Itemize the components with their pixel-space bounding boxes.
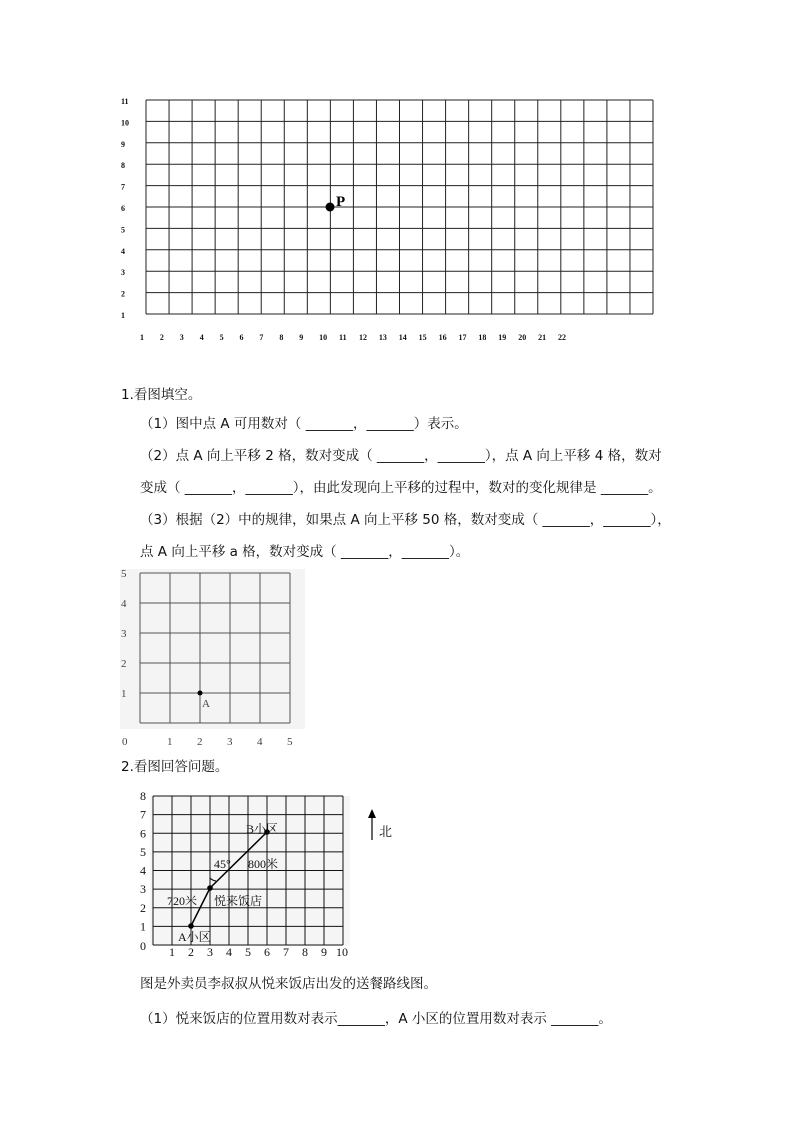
figure1-y-tick-label: 3 bbox=[121, 268, 125, 278]
figure3-route-map bbox=[138, 788, 408, 958]
figure2-grid-chart bbox=[110, 565, 310, 755]
figure2-x-tick-label: 4 bbox=[257, 736, 263, 748]
figure3-x-tick-label: 8 bbox=[302, 945, 308, 958]
figure3-x-tick-label: 10 bbox=[336, 945, 348, 958]
figure1-y-tick-label: 8 bbox=[121, 161, 125, 171]
point-a-label: A bbox=[202, 698, 210, 710]
q1-line5: 点 A 向上平移 a 格，数对变成（ _______，_______）。 bbox=[140, 544, 470, 560]
q1-line2: （2）点 A 向上平移 2 格，数对变成（ _______，_______），点 A 向上平移 4 格，数对 bbox=[140, 448, 662, 464]
figure2-x-tick-label: 3 bbox=[227, 736, 233, 748]
figure1-x-tick-label: 4 bbox=[199, 333, 204, 342]
figure3-y-tick-label: 6 bbox=[140, 826, 146, 841]
figure1-y-tick-label: 9 bbox=[121, 139, 125, 149]
figure1-x-tick-label: 17 bbox=[458, 333, 467, 342]
figure3-y-tick-label: 3 bbox=[140, 882, 146, 897]
label-800m: 800米 bbox=[248, 857, 279, 871]
figure1-x-tick-label: 1 bbox=[140, 333, 144, 342]
q2-heading: 2.看图回答问题。 bbox=[121, 759, 229, 775]
figure1-y-tick-label: 5 bbox=[121, 225, 125, 235]
figure1-x-tick-label: 3 bbox=[179, 333, 184, 342]
figure3-x-tick-label: 1 bbox=[169, 945, 175, 958]
north-label: 北 bbox=[379, 824, 393, 839]
label-720m: 720米 bbox=[167, 894, 198, 908]
figure1-x-tick-label: 2 bbox=[159, 333, 164, 342]
label-b-community: B小区 bbox=[246, 822, 279, 836]
figure3-x-tick-label: 7 bbox=[283, 945, 289, 958]
figure3-x-tick-label: 3 bbox=[207, 945, 213, 958]
point-p-label: P bbox=[336, 194, 346, 210]
figure1-x-tick-label: 11 bbox=[339, 333, 347, 342]
figure3-y-tick-label: 5 bbox=[140, 844, 146, 859]
figure3-y-tick-label: 4 bbox=[140, 863, 146, 878]
figure2-y-tick-label: 1 bbox=[121, 688, 127, 700]
label-angle: 45° bbox=[214, 857, 231, 871]
figure1-x-tick-label: 6 bbox=[239, 333, 244, 342]
figure1-y-axis-ticks bbox=[121, 97, 129, 320]
figure1-x-tick-label: 12 bbox=[358, 333, 367, 342]
figure1-x-tick-label: 21 bbox=[538, 333, 547, 342]
q2-description: 图是外卖员李叔叔从悦来饭店出发的送餐路线图。 bbox=[140, 976, 437, 992]
figure1-x-tick-label: 10 bbox=[319, 333, 328, 342]
figure3-x-tick-label: 2 bbox=[188, 945, 194, 958]
label-restaurant: 悦来饭店 bbox=[214, 894, 263, 908]
figure3-x-tick-label: 9 bbox=[321, 945, 327, 958]
figure1-x-tick-label: 8 bbox=[279, 333, 284, 342]
q1-line1: （1）图中点 A 可用数对（ _______，_______）表示。 bbox=[140, 416, 468, 432]
point-p-marker bbox=[326, 203, 335, 212]
figure2-y-tick-label: 2 bbox=[121, 658, 127, 670]
figure1-y-tick-label: 10 bbox=[121, 118, 129, 128]
figure1-x-tick-label: 22 bbox=[558, 333, 566, 342]
figure1-grid-chart bbox=[110, 92, 670, 348]
figure3-origin-label: 0 bbox=[140, 939, 146, 953]
point-restaurant bbox=[207, 885, 213, 891]
q1-line4: （3）根据（2）中的规律，如果点 A 向上平移 50 格，数对变成（ _______，_______）， bbox=[140, 512, 671, 528]
figure3-x-tick-label: 4 bbox=[226, 945, 232, 958]
figure3-x-tick-label: 5 bbox=[245, 945, 251, 958]
figure2-y-tick-label: 5 bbox=[121, 568, 127, 580]
figure1-x-tick-label: 15 bbox=[418, 333, 427, 342]
figure1-x-tick-label: 18 bbox=[478, 333, 487, 342]
figure1-x-tick-label: 7 bbox=[259, 333, 264, 342]
figure1-x-tick-label: 20 bbox=[518, 333, 527, 342]
figure2-origin-label: 0 bbox=[122, 736, 128, 748]
figure3-y-tick-label: 8 bbox=[140, 789, 146, 803]
figure2-y-tick-label: 4 bbox=[121, 598, 127, 610]
figure2-x-tick-label: 5 bbox=[287, 736, 293, 748]
figure1-x-tick-label: 14 bbox=[398, 333, 407, 342]
figure2-x-tick-label: 2 bbox=[197, 736, 203, 748]
point-a-community bbox=[188, 923, 194, 929]
figure1-x-tick-label: 9 bbox=[299, 333, 304, 342]
label-a-community: A小区 bbox=[178, 930, 211, 944]
figure3-y-tick-label: 1 bbox=[140, 919, 146, 934]
figure3-x-tick-label: 6 bbox=[264, 945, 270, 958]
figure1-y-tick-label: 2 bbox=[121, 289, 125, 299]
figure1-y-tick-label: 6 bbox=[121, 204, 125, 213]
point-a-marker bbox=[198, 691, 203, 696]
figure1-x-tick-label: 16 bbox=[438, 333, 447, 342]
figure2-y-tick-label: 3 bbox=[121, 628, 127, 640]
figure1-gridlines bbox=[146, 100, 653, 314]
figure1-y-tick-label: 7 bbox=[121, 182, 125, 192]
q2-line1: （1）悦来饭店的位置用数对表示_______，A 小区的位置用数对表示 _______。 bbox=[140, 1011, 612, 1027]
figure3-y-tick-label: 2 bbox=[140, 900, 146, 915]
q1-heading: 1.看图填空。 bbox=[121, 387, 202, 403]
figure1-x-tick-label: 19 bbox=[498, 333, 507, 342]
figure1-x-tick-label: 5 bbox=[219, 333, 224, 342]
figure1-x-axis-ticks bbox=[140, 333, 566, 342]
figure1-y-tick-label: 1 bbox=[121, 311, 125, 320]
figure2-x-tick-label: 1 bbox=[167, 736, 173, 748]
figure1-y-tick-label: 11 bbox=[121, 97, 129, 106]
figure1-y-tick-label: 4 bbox=[121, 246, 125, 256]
figure3-y-tick-label: 7 bbox=[140, 807, 146, 822]
q1-line3: 变成（ _______，_______），由此发现向上平移的过程中，数对的变化规律是 _______。 bbox=[140, 480, 662, 496]
figure1-x-tick-label: 13 bbox=[378, 333, 387, 342]
north-arrowhead-icon bbox=[368, 809, 376, 818]
